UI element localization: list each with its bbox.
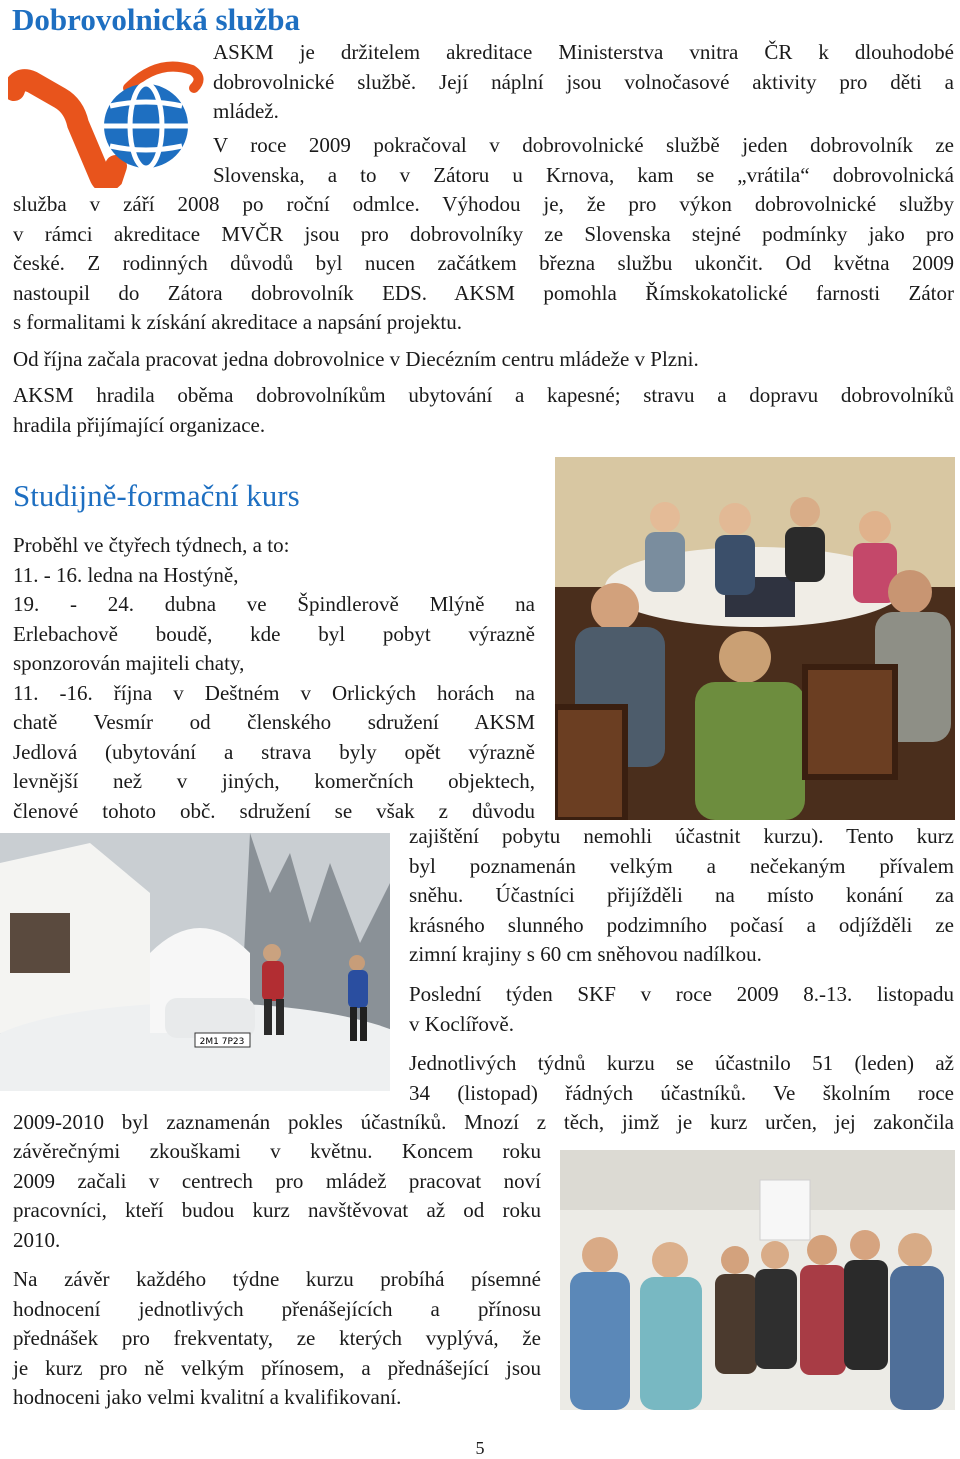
paragraph-last-week <box>409 980 954 1039</box>
section-title-dobrovolnicka: Dobrovolnická služba <box>12 2 300 37</box>
text-line: v rámci akreditace MVČR jsou pro dobrovolníky ze Slovenska stejné podmínky jako pro <box>13 221 954 246</box>
paragraph-course-weeks <box>13 531 535 826</box>
photo-snow-car <box>0 833 390 1091</box>
page-number: 5 <box>475 1438 485 1458</box>
photo-music-group <box>560 1150 955 1410</box>
text-line: chatě Vesmír od členského sdružení AKSM <box>13 710 535 734</box>
text-line: sněhu. Účastníci přijížděli na místo konání za <box>409 883 954 907</box>
text-line: Erlebachově boudě, kde byl pobyt výrazně <box>13 621 535 646</box>
text-line: závěrečnými zkouškami v květnu. Koncem roku <box>13 1139 541 1163</box>
text-line: levnější než v jiných, komerčních objektech, <box>13 769 535 793</box>
paragraph-evaluation <box>13 1265 541 1413</box>
text-line: nastoupil do Zátora dobrovolník EDS. AKSM pomohla Římskokatolické farnosti Zátor <box>13 280 954 305</box>
text-line: členové tohoto obč. sdružení se však z důvodu <box>13 798 535 823</box>
intro-paragraph <box>213 38 954 127</box>
text-line: mládež. <box>213 99 279 123</box>
text-line: krásného slunného podzimního počasí a odjížděli ze <box>409 912 954 937</box>
text-line: Poslední týden SKF v roce 2009 8.-13. listopadu <box>409 982 954 1006</box>
paragraph-volunteer-cont <box>13 190 954 338</box>
text-line: AKSM hradila oběma dobrovolníkům ubytování a kapesné; stravu a dopravu dobrovolníků <box>13 383 954 407</box>
car-plate-text: 2M1 7P23 <box>199 1037 245 1047</box>
section-title-kurs: Studijně-formační kurs <box>13 478 300 513</box>
paragraph-participants-cont <box>13 1108 954 1138</box>
text-line: dobrovolnické službě. Její náplní jsou volnočasové aktivity pro děti a <box>213 69 954 94</box>
paragraph-volunteer-2009 <box>213 131 954 190</box>
text-line: 34 (listopad) řádných účastníků. Ve školním roce <box>409 1080 954 1105</box>
text-line: služba v září 2008 po roční odmlce. Výhodou je, že pro výkon dobrovolnické služby <box>13 192 954 216</box>
text-line: pracovníci, kteří budou kurz navštěvovat až od roku <box>13 1198 541 1222</box>
paragraph-costs <box>13 381 954 440</box>
paragraph-new-workers <box>13 1137 541 1255</box>
aksm-logo-icon <box>8 48 208 188</box>
text-line: Proběhl ve čtyřech týdnech, a to: <box>13 533 290 557</box>
text-line: 19. - 24. dubna ve Špindlerově Mlýně na <box>13 592 535 616</box>
text-line: Od října začala pracovat jedna dobrovolnice v Diecézním centru mládeže v Plzni. <box>13 347 699 371</box>
text-line: hradila přijímající organizace. <box>13 412 266 437</box>
text-line: hodnoceni jako velmi kvalitní a kvalifikovaní. <box>13 1385 402 1409</box>
text-line: s formalitami k získání akreditace a napsání projektu. <box>13 310 463 334</box>
text-line: Jedlová (ubytování a strava byly opět výrazně <box>13 739 535 764</box>
text-line: přednášek pro frekventaty, ze kterých vyplývá, že <box>13 1326 541 1350</box>
text-line: v Koclířově. <box>409 1011 514 1036</box>
text-line: hodnocení jednotlivých přenášejících a přínosu <box>13 1296 541 1321</box>
text-line: 11. - 16. ledna na Hostýně, <box>13 562 239 587</box>
text-line: Jednotlivých týdnů kurzu se účastnilo 51 (leden) až <box>409 1051 954 1075</box>
text-line: zimní krajiny s 60 cm sněhovou nadílkou. <box>409 942 762 966</box>
text-line: české. Z rodinných důvodů byl nucen začátkem března službu ukončit. Od května 2009 <box>13 251 954 275</box>
text-line: Na závěr každého týdne kurzu probíhá písemné <box>13 1267 541 1291</box>
text-line: je kurz pro ně velkým přínosem, a přednášející jsou <box>13 1355 541 1380</box>
text-line: 2010. <box>13 1227 61 1252</box>
text-line: 11. -16. října v Deštném v Orlických horách na <box>13 680 535 705</box>
text-line: 2009-2010 byl zaznamenán pokles účastníků. Mnozí z těch, jimž je kurz určen, jej zakončila <box>13 1110 954 1134</box>
text-line: Slovenska, a to v Zátoru u Krnova, kam se „vrátila“ dobrovolnická <box>213 162 954 187</box>
paragraph-plzen <box>13 345 954 375</box>
text-line: zajištění pobytu nemohli účastnit kurzu). Tento kurz <box>409 824 954 848</box>
paragraph-snow <box>409 822 954 970</box>
text-line: 2009 začali v centrech pro mládež pracovat noví <box>13 1168 541 1193</box>
text-line: V roce 2009 pokračoval v dobrovolnické službě jeden dobrovolník ze <box>213 133 954 157</box>
photo-group-meeting <box>555 457 955 820</box>
text-line: ASKM je držitelem akreditace Ministerstva vnitra ČR k dlouhodobé <box>213 40 954 64</box>
text-line: byl poznamenán velkým a nečekaným přívalem <box>409 853 954 878</box>
paragraph-participants <box>409 1049 954 1108</box>
text-line: sponzorován majiteli chaty, <box>13 651 245 675</box>
